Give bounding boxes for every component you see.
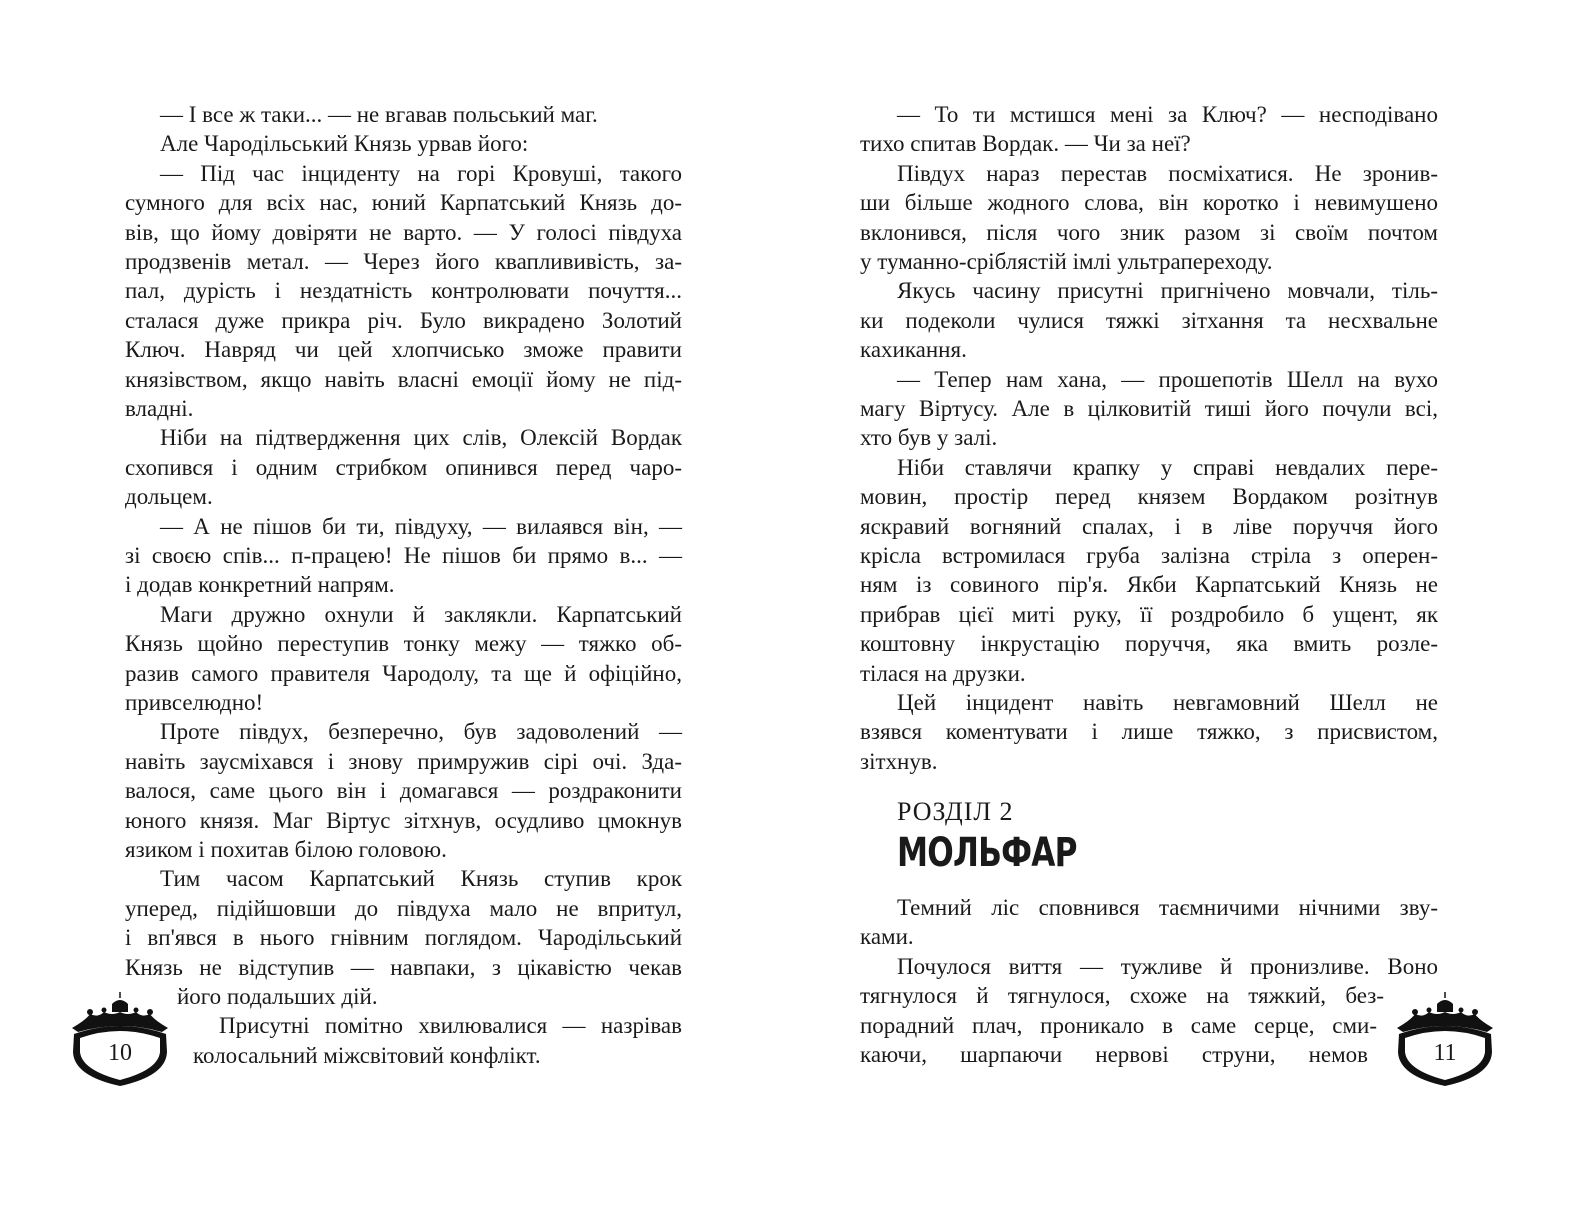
text-line: Ніби на підтвердження цих слів, Олексій Вордак <box>160 425 682 451</box>
text-line: Маги дружно охнули й заклякли. Карпатський <box>160 601 682 627</box>
right-page <box>797 0 1594 1210</box>
text-line: — То ти мстишся мені за Ключ? — несподівано <box>897 102 1438 127</box>
text-line: яскравий вогняний спалах, і в ліве поруччя його <box>860 513 1438 539</box>
text-line: вклонився, після чого зник разом зі своїм почтом <box>860 219 1438 245</box>
text-line: тілася на друзки. <box>860 660 1026 686</box>
text-line: ки подеколи чулися тяжкі зітхання та несхвальне <box>860 307 1438 333</box>
text-line: зітхнув. <box>860 748 938 774</box>
text-line: Князь не відступив — навпаки, з цікавістю чекав <box>125 954 682 980</box>
text-line: зі своєю спів... п-працею! Не пішов би прямо в... — <box>125 543 682 568</box>
text-line: привселюдно! <box>125 690 264 715</box>
text-line: — Під час інциденту на горі Кровуші, такого <box>160 160 682 186</box>
text-line: князівством, якщо навіть власні емоції йому не під- <box>125 366 682 392</box>
text-line: тихо спитав Вордак. — Чи за неї? <box>860 131 1191 157</box>
text-line: язиком і похитав білою головою. <box>125 837 447 862</box>
page-number: 11 <box>1433 1040 1457 1066</box>
text-line: продзвенів метал. — Через його кваплививість, за- <box>125 249 682 274</box>
text-line: крісла встромилася груба залізна стріла з оперен- <box>860 543 1438 568</box>
text-line: Присутні помітно хвилювалися — назрівав <box>219 1013 682 1039</box>
text-line: кахикання. <box>860 337 967 363</box>
text-line: Темний ліс сповнився таємничими нічними зву- <box>897 895 1438 920</box>
text-line: магу Віртусу. Але в цілковитій тиші його почули всі, <box>860 396 1438 421</box>
text-line: владні. <box>125 396 194 421</box>
text-line: і вп'явся в нього гнівним поглядом. Чародільський <box>125 925 682 951</box>
text-line: сталася дуже прикра річ. Було викрадено Золотий <box>125 307 682 333</box>
text-line: взявся коментувати і лише тяжко, з присвистом, <box>860 719 1438 745</box>
text-line: Тим часом Карпатський Князь ступив крок <box>160 866 682 892</box>
text-line: дольцем. <box>125 484 213 510</box>
text-line: мовин, простір перед князем Вордаком розітнув <box>860 484 1438 510</box>
text-line: Князь щойно переступив тонку межу — тяжко об- <box>125 631 682 657</box>
text-line: Ніби ставлячи крапку у справі невдалих пере- <box>897 454 1438 480</box>
text-line: Якусь часину присутні пригнічено мовчали, тіль- <box>897 278 1438 304</box>
text-line: і додав конкретний напрям. <box>125 572 395 598</box>
text-line: разив самого правителя Чародолу, та ще й офіційно, <box>125 660 682 686</box>
text-line: каючи, шарпаючи нервові струни, немов <box>860 1042 1368 1067</box>
text-line: у туманно-сріблястій імлі ультрапереходу. <box>860 249 1273 274</box>
chapter-number: РОЗДІЛ 2 <box>897 797 1014 826</box>
text-line: ням із совиного пір'я. Якби Карпатський Князь не <box>860 572 1438 598</box>
page-number: 10 <box>108 1040 132 1066</box>
text-line: Цей інцидент навіть невгамовний Шелл не <box>897 690 1438 715</box>
text-line: — А не пішов би ти, півдуху, — вилаявся він, — <box>160 513 682 539</box>
text-line: Півдух нараз перестав посміхатися. Не зронив- <box>897 160 1438 186</box>
text-line: юного князя. Маг Віртус зітхнув, осудливо цмокнув <box>125 807 682 833</box>
text-line: його подальших дій. <box>177 984 378 1009</box>
text-line: Почулося виття — тужливе й пронизливе. Воно <box>897 953 1438 979</box>
text-line: ками. <box>860 924 914 950</box>
text-line: сумного для всіх нас, юний Карпатський Князь до- <box>125 190 682 216</box>
text-line: Проте півдух, безперечно, був задоволений — <box>160 719 682 745</box>
text-line: хто був у залі. <box>860 425 998 451</box>
text-line: ши більше жодного слова, він коротко і невимушено <box>860 190 1438 216</box>
text-line: тягнулося й тягнулося, схоже на тяжкий, без- <box>860 983 1384 1009</box>
text-line: Але Чародільський Князь урвав його: <box>160 131 529 157</box>
text-line: пал, дурість і нездатність контролювати почуття... <box>125 278 682 304</box>
text-line: вів, що йому довіряти не варто. — У голосі півдуха <box>125 219 682 245</box>
text-line: схопився і одним стрибком опинився перед чаро- <box>125 454 682 480</box>
text-line: навіть заусміхався і знову примружив сірі очі. Зда- <box>125 748 682 774</box>
text-line: — Тепер нам хана, — прошепотів Шелл на вухо <box>897 366 1438 392</box>
text-line: Ключ. Навряд чи цей хлопчисько зможе правити <box>125 337 682 363</box>
text-line: уперед, підійшовши до півдуха мало не впритул, <box>125 895 682 921</box>
chapter-title: МОЛЬФАР <box>897 830 1077 876</box>
text-line: валося, саме цього він і домагався — роздраконити <box>125 778 682 804</box>
text-line: порадний плач, проникало в саме серце, сми- <box>860 1012 1377 1038</box>
text-line: прибрав цієї миті руку, її роздробило б ущент, як <box>860 601 1438 627</box>
text-line: — І все ж таки... — не вгавав польський маг. <box>160 102 598 127</box>
text-line: коштовну інкрустацію поруччя, яка вмить розле- <box>860 631 1438 657</box>
text-line: колосальний міжсвітовий конфлікт. <box>193 1042 541 1068</box>
